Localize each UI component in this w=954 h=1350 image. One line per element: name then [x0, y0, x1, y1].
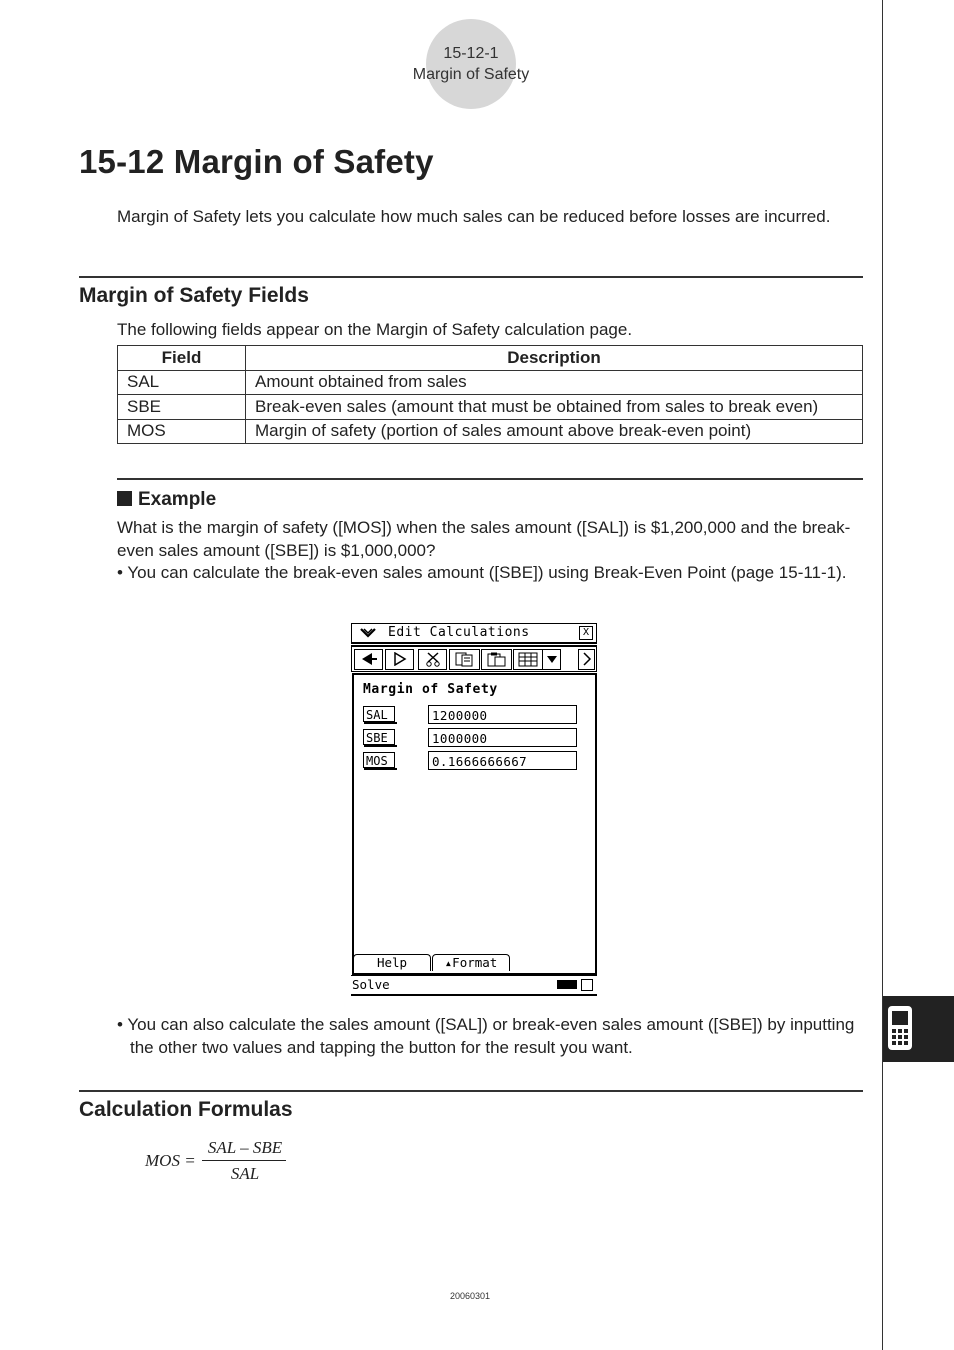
menu-label[interactable]: Edit Calculations [388, 625, 530, 640]
toolbar [351, 645, 597, 672]
formula-divider [79, 1090, 863, 1092]
formula-numerator: SAL – SBE [207, 1138, 283, 1157]
paste-button[interactable] [481, 649, 512, 670]
example-bullet-1: • You can calculate the break-even sales amount ([SBE]) using Break-Even Point (page 15-11-1). [117, 563, 847, 582]
example-heading [117, 489, 216, 511]
page-title: 15-12 Margin of Safety [79, 143, 434, 180]
sbe-field[interactable]: 1000000 [428, 728, 577, 747]
window-toggle-icon[interactable] [581, 979, 593, 991]
run-button[interactable] [385, 649, 414, 670]
left-arrow-icon [360, 652, 378, 666]
tab-format[interactable]: ▴Format [432, 954, 510, 971]
table-header-description: Description [246, 346, 863, 371]
example-divider [117, 478, 863, 480]
table-header-row [118, 346, 863, 371]
menu-chevron-icon[interactable] [360, 627, 376, 639]
table-row [118, 419, 863, 444]
chevron-down-icon [546, 655, 558, 665]
mos-field[interactable]: 0.1666666667 [428, 751, 577, 770]
example-question: What is the margin of safety ([MOS]) when the sales amount ([SAL]) is $1,200,000 and the break-even sales amount ([SBE]) is $1,000,000? [117, 518, 851, 560]
right-arrow-icon [582, 652, 592, 666]
formula-lhs: MOS = [145, 1151, 196, 1170]
fields-table [117, 345, 863, 444]
formula-denominator: SAL [230, 1164, 260, 1183]
table-cell-field: SBE [118, 395, 246, 420]
section-divider [79, 276, 863, 278]
sbe-button[interactable]: SBE [363, 729, 395, 745]
calculator-screen [351, 623, 597, 996]
page-number: 15-12-1 [443, 45, 499, 62]
play-icon [392, 652, 408, 666]
fraction-bar [202, 1160, 286, 1161]
mos-button[interactable]: MOS [363, 752, 395, 768]
intro-text: Margin of Safety lets you calculate how much sales can be reduced before losses are incurred. [117, 207, 831, 226]
table-view-button[interactable] [513, 649, 543, 670]
fields-lead: The following fields appear on the Margin of Safety calculation page. [117, 320, 633, 339]
scissors-icon [425, 652, 441, 667]
sal-field[interactable]: 1200000 [428, 705, 577, 724]
table-header-field: Field [118, 346, 246, 371]
close-button[interactable]: X [579, 626, 593, 640]
example-heading-text: Example [138, 489, 217, 510]
example-bullet-2: • You can also calculate the sales amount ([SAL]) or break-even sales amount ([SBE]) by inputting the other two values and tapping the button for the result you want. [117, 1015, 855, 1057]
table-cell-field: MOS [118, 419, 246, 444]
scroll-right-button[interactable] [578, 649, 595, 670]
table-row [118, 395, 863, 420]
dropdown-button[interactable] [542, 649, 561, 670]
footer-date-code: 20060301 [449, 1291, 491, 1301]
back-button[interactable] [354, 649, 383, 670]
header-section-title: Margin of Safety [412, 66, 530, 83]
square-bullet-icon [117, 491, 132, 506]
cut-button[interactable] [418, 649, 447, 670]
tab-help[interactable]: Help [353, 954, 431, 971]
calculator-icon [886, 1004, 916, 1054]
copy-icon [455, 652, 475, 667]
margin-rule [882, 0, 883, 1350]
status-bar [351, 975, 597, 996]
calculation-panel [352, 673, 597, 975]
status-text: Solve [352, 977, 390, 992]
header-circle [426, 19, 516, 109]
table-cell-description: Amount obtained from sales [246, 370, 863, 395]
grid-icon [518, 652, 538, 667]
formulas-heading: Calculation Formulas [79, 1098, 293, 1121]
sal-button[interactable]: SAL [363, 706, 395, 722]
panel-title: Margin of Safety [363, 682, 498, 697]
copy-button[interactable] [449, 649, 480, 670]
chapter-tab [883, 996, 954, 1062]
table-row [118, 370, 863, 395]
paste-icon [487, 652, 507, 667]
battery-icon [557, 980, 577, 989]
menu-bar [351, 623, 597, 644]
fields-heading: Margin of Safety Fields [79, 284, 309, 307]
table-cell-field: SAL [118, 370, 246, 395]
table-cell-description: Margin of safety (portion of sales amount above break-even point) [246, 419, 863, 444]
table-cell-description: Break-even sales (amount that must be obtained from sales to break even) [246, 395, 863, 420]
